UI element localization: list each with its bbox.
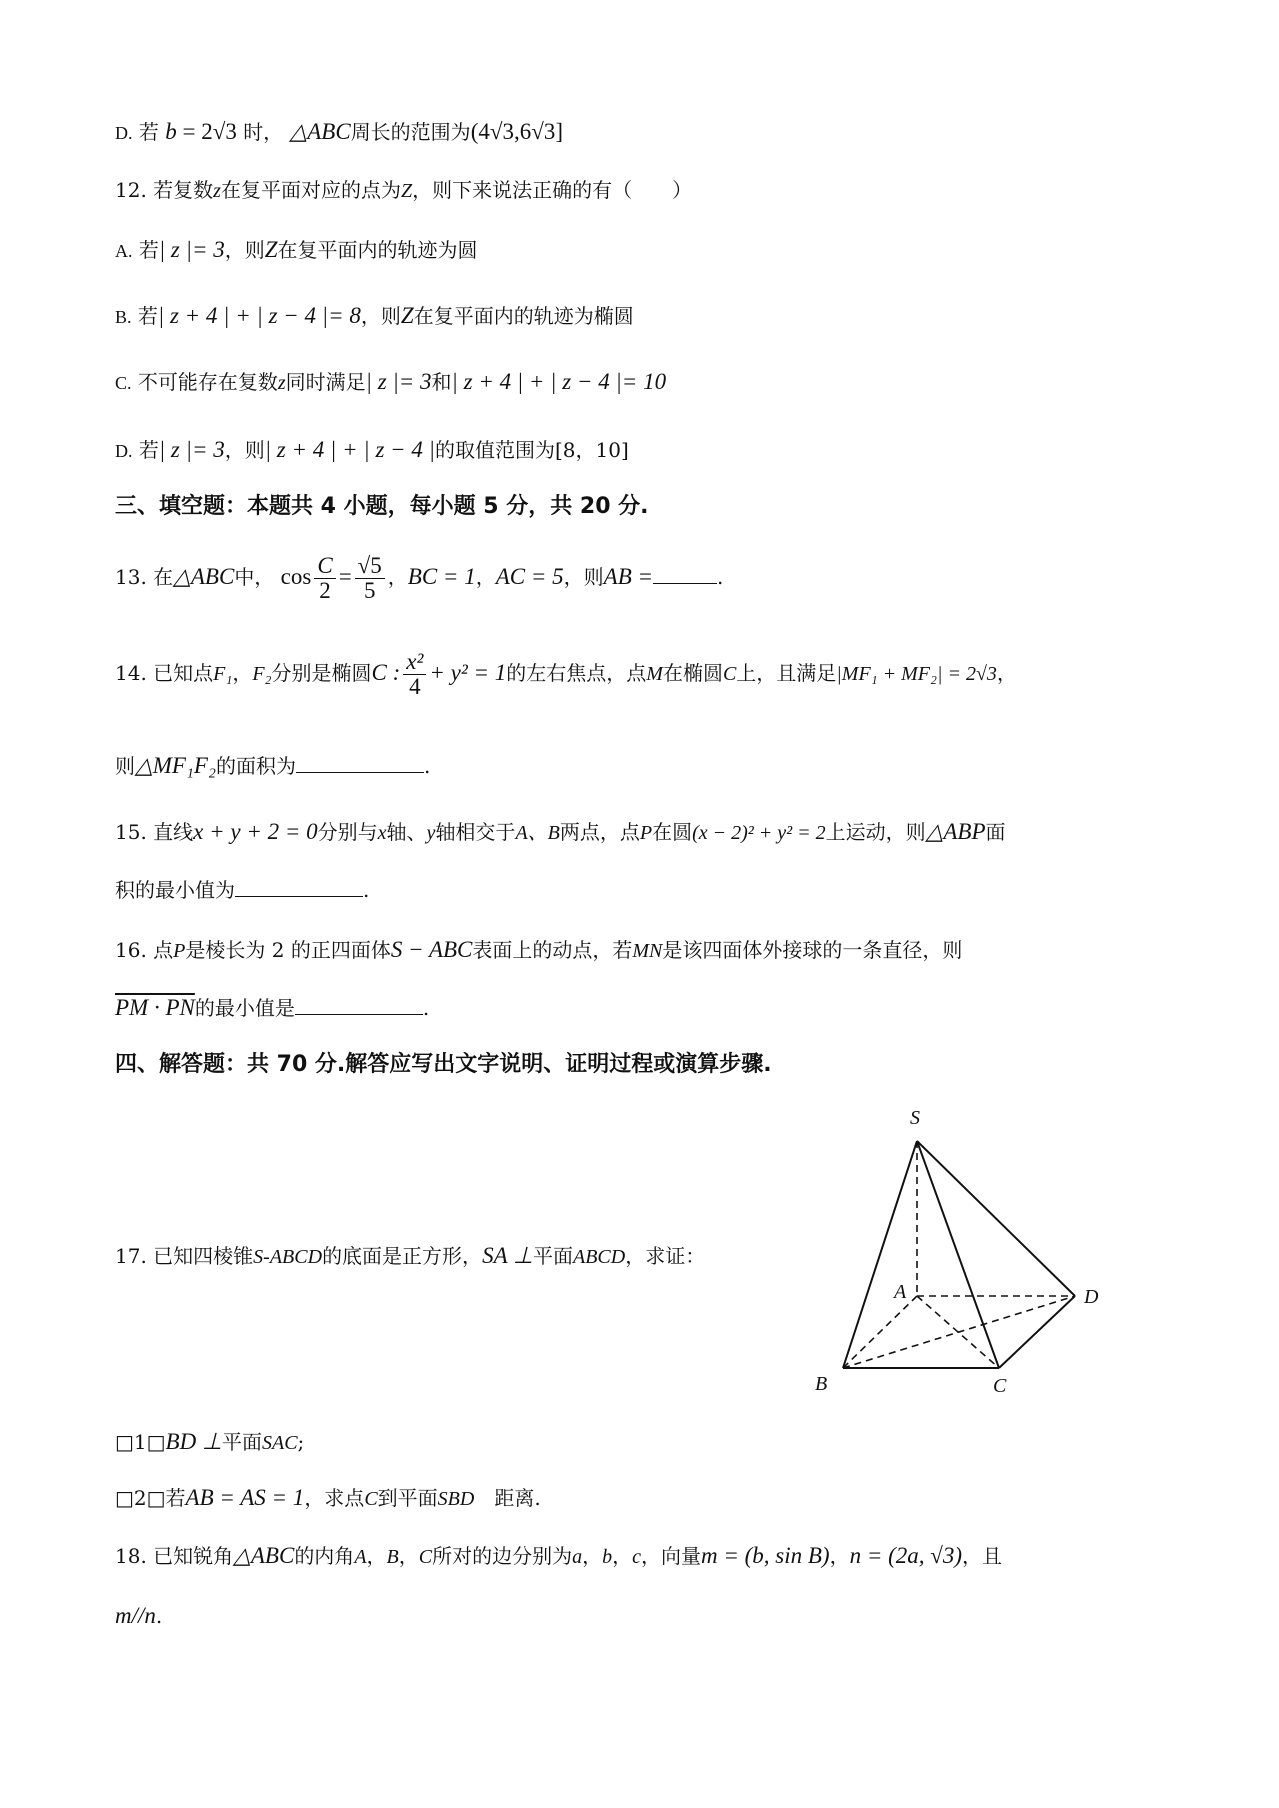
text: ，	[612, 1544, 633, 1568]
text: □1□	[115, 1430, 166, 1454]
text: ，	[366, 1544, 387, 1568]
fraction	[355, 554, 385, 603]
text: 则	[115, 754, 135, 778]
text: 17. 已知四棱锥	[115, 1244, 254, 1268]
text: ，求点	[304, 1486, 365, 1510]
text: 的最小值是	[194, 996, 295, 1020]
q17-part2	[115, 1484, 541, 1512]
math: A	[354, 1546, 367, 1568]
text: .	[363, 878, 370, 902]
text: 的取值范围为[8，10]	[435, 438, 629, 462]
math: SBD	[437, 1488, 475, 1510]
math: =	[338, 564, 352, 590]
math: SAC	[261, 1432, 298, 1454]
text: 在圆	[652, 820, 693, 844]
text: ，则	[563, 565, 604, 590]
q15-cont	[115, 878, 369, 902]
numerator: C	[314, 554, 335, 579]
math: F₂	[252, 663, 272, 686]
q17	[115, 1242, 705, 1270]
text: 13. 在	[115, 565, 174, 590]
q18-cont	[115, 1602, 162, 1630]
math: △ABC	[289, 119, 351, 144]
text: 和	[431, 370, 452, 394]
edge-SC	[917, 1141, 999, 1368]
math: | z + 4 | + | z − 4 |= 10	[451, 369, 667, 394]
math: = 2√3	[176, 119, 237, 144]
text: 在复平面内的轨迹为椭圆	[413, 304, 634, 328]
q16-cont	[115, 994, 429, 1022]
math: △ABC	[233, 1543, 295, 1568]
text: .	[717, 565, 724, 590]
math: Z	[400, 180, 413, 202]
text: 的内角	[294, 1544, 355, 1568]
q13	[115, 554, 723, 603]
math: P	[173, 940, 186, 962]
numerator: x²	[403, 650, 426, 675]
q12-stem	[115, 178, 692, 203]
math: △ABP	[925, 819, 986, 844]
vector-condition: |MF₁ + MF₂| = 2√3	[836, 663, 997, 686]
text: 在椭圆	[662, 661, 723, 686]
text: 平面	[221, 1430, 262, 1454]
math: z	[213, 180, 221, 202]
q12-option-b	[115, 302, 634, 330]
math: x	[377, 822, 387, 844]
option-label: D.	[115, 123, 133, 143]
math: C :	[371, 660, 401, 686]
text: ，	[475, 565, 496, 590]
math: Z	[400, 303, 414, 328]
math: (x − 2)² + y² = 2	[692, 822, 826, 844]
numerator: √5	[355, 554, 385, 579]
text: 周长的范围为	[350, 120, 471, 144]
text: .	[423, 754, 431, 778]
math: M	[646, 663, 663, 686]
text: 16. 点	[115, 938, 174, 962]
q12-option-a	[115, 236, 478, 264]
math: m = (b, sin B)	[700, 1543, 830, 1568]
q14-cont	[115, 752, 430, 780]
q14	[115, 650, 1017, 699]
option-label: C.	[115, 373, 132, 393]
text: ，	[398, 1544, 419, 1568]
text: 12. 若复数	[115, 178, 214, 202]
math: c	[632, 1546, 641, 1568]
answer-blank[interactable]	[653, 565, 717, 584]
math: z	[277, 372, 286, 394]
text: ，且	[962, 1544, 1003, 1568]
math: △ABC	[173, 564, 235, 590]
math: + y² = 1	[429, 660, 507, 686]
fraction	[403, 650, 426, 699]
vertex-label-A: A	[894, 1281, 907, 1303]
denominator: 4	[409, 674, 421, 700]
text: 上，且满足	[736, 661, 837, 686]
text: 不可能存在复数	[137, 370, 278, 394]
text: 的底面是正方形，	[322, 1244, 483, 1268]
text: 若	[138, 238, 159, 262]
text: 15. 直线	[115, 820, 194, 844]
math: △MF₁F₂	[135, 753, 216, 778]
q12-option-d	[115, 436, 629, 464]
math: m//n	[115, 1603, 156, 1628]
math: BD ⊥	[165, 1429, 222, 1454]
text: ，则下来说法正确的有（ ）	[412, 178, 693, 202]
text: 14. 已知点	[115, 661, 214, 686]
text: 距离.	[474, 1486, 541, 1510]
text: 到平面	[377, 1486, 438, 1510]
text: ，	[996, 661, 1017, 686]
math: | z + 4 | + | z − 4 |= 8	[157, 303, 361, 328]
text: 分别是椭圆	[271, 661, 372, 686]
text: 是该四面体外接球的一条直径，则	[662, 938, 963, 962]
q12-option-c	[115, 368, 666, 396]
math: BC = 1	[407, 564, 476, 590]
math: MN	[632, 940, 663, 962]
text: 上运动，则	[825, 820, 926, 844]
denominator: 5	[363, 578, 376, 604]
text: 轴、	[386, 820, 427, 844]
text: ，求证：	[625, 1244, 706, 1268]
text: 两点，点	[559, 820, 640, 844]
math: y	[426, 822, 436, 844]
q17-part1	[115, 1428, 304, 1456]
edge-CD	[999, 1296, 1075, 1368]
math: (4√3,6√3]	[470, 119, 564, 144]
math: | z |= 3	[158, 237, 225, 262]
text: 在复平面对应的点为	[220, 178, 401, 202]
text: 若	[138, 120, 159, 144]
math: x + y + 2 = 0	[193, 819, 318, 844]
option-label: D.	[115, 441, 133, 461]
vertex-label-D: D	[1084, 1286, 1099, 1308]
q16	[115, 936, 962, 964]
math: C	[418, 1546, 433, 1568]
text: 轴相交于	[435, 820, 516, 844]
math: B	[386, 1546, 399, 1568]
math: S − ABC	[390, 937, 473, 962]
q18	[115, 1542, 1002, 1570]
section-heading-fill-in: 三、填空题：本题共 4 小题，每小题 5 分，共 20 分.	[115, 494, 649, 519]
math: AB =	[603, 564, 654, 590]
text: 积的最小值为	[115, 878, 235, 902]
option-label: B.	[115, 307, 132, 327]
math: C	[722, 663, 737, 686]
text: 中，	[234, 565, 275, 590]
vertex-label-B: B	[815, 1373, 828, 1395]
math: b	[602, 1546, 613, 1568]
math: n = (2a, √3)	[849, 1543, 963, 1568]
math: F₁	[213, 663, 233, 686]
text: ，	[582, 1544, 603, 1568]
text: 面	[985, 820, 1006, 844]
text: 18. 已知锐角	[115, 1544, 234, 1568]
math: | z + 4 | + | z − 4 |	[264, 437, 435, 462]
math: AC = 5	[495, 564, 564, 590]
q11-option-d	[115, 118, 563, 146]
text: ，则	[224, 238, 265, 262]
text: 平面	[532, 1244, 573, 1268]
text: .	[422, 996, 430, 1020]
text: 时，	[243, 120, 284, 144]
edge-SD	[917, 1141, 1075, 1296]
math: cos	[280, 564, 312, 590]
text: 表面上的动点，若	[472, 938, 633, 962]
math: | z |= 3	[158, 437, 225, 462]
text: 在复平面内的轨迹为圆	[277, 238, 478, 262]
denominator: 2	[319, 578, 331, 604]
edge-SB	[843, 1141, 917, 1368]
pyramid-figure	[800, 1100, 1130, 1410]
math: AB = AS = 1	[185, 1485, 305, 1510]
vertex-label-C: C	[993, 1375, 1007, 1397]
text: ，	[829, 1544, 850, 1568]
fraction	[314, 554, 335, 603]
text: 所对的边分别为	[432, 1544, 573, 1568]
math: P	[639, 822, 653, 844]
math: a	[572, 1546, 583, 1568]
text: 的面积为	[215, 754, 296, 778]
text: 的左右焦点，点	[506, 661, 647, 686]
q15	[115, 818, 1006, 846]
answer-blank[interactable]	[296, 754, 424, 773]
text: ，向量	[640, 1544, 701, 1568]
text: .	[155, 1604, 163, 1628]
text: ，则	[360, 304, 401, 328]
math: Z	[264, 237, 278, 262]
text: ，	[232, 661, 253, 686]
math: ABCD	[572, 1246, 626, 1268]
math: PM · PN	[115, 995, 195, 1020]
math: A、B	[515, 822, 560, 844]
vertex-label-S: S	[910, 1107, 920, 1129]
math: C	[364, 1488, 378, 1510]
text: 若	[138, 438, 159, 462]
text: ，	[387, 565, 408, 590]
text: 同时满足	[285, 370, 366, 394]
text: □2□若	[115, 1486, 186, 1510]
text: 是棱长为 2 的正四面体	[185, 938, 391, 962]
answer-blank[interactable]	[235, 878, 363, 897]
text: 若	[137, 304, 158, 328]
math: b	[165, 119, 177, 144]
math: | z |= 3	[365, 369, 432, 394]
answer-blank[interactable]	[295, 996, 423, 1015]
text: ;	[297, 1430, 305, 1454]
text: ，则	[224, 438, 265, 462]
math: SA ⊥	[482, 1243, 533, 1268]
text: 分别与	[317, 820, 378, 844]
section-heading-answer: 四、解答题：共 70 分.解答应写出文字说明、证明过程或演算步骤.	[115, 1052, 772, 1077]
option-label: A.	[115, 241, 133, 261]
math: S-ABCD	[253, 1246, 323, 1268]
diag-BD	[843, 1296, 1075, 1368]
